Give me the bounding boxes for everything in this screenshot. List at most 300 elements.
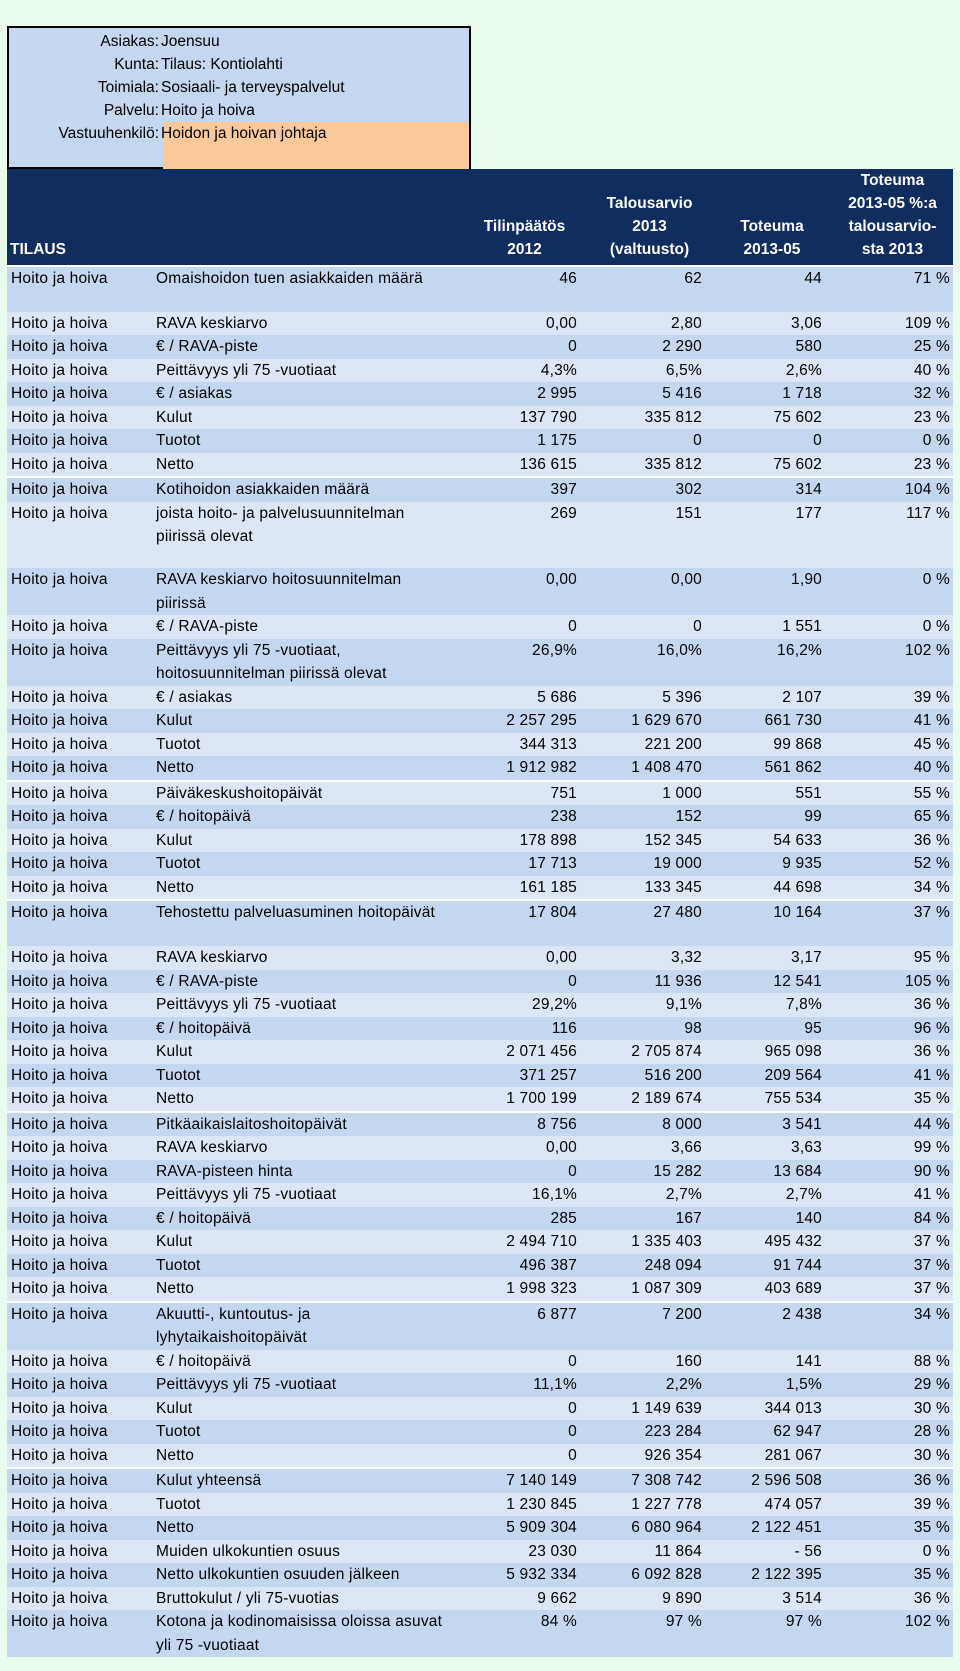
row-value-cell: 1 629 670	[580, 709, 705, 733]
row-value-cell: 0	[455, 970, 580, 994]
row-value-cell: 7 140 149	[455, 1468, 580, 1493]
col-talousarvio-line2: 2013	[632, 218, 667, 235]
info-label: Kunta:	[114, 56, 159, 73]
row-value-cell: 0 %	[825, 568, 953, 615]
row-label-cell: RAVA keskiarvo	[153, 946, 455, 970]
row-value-cell: 54 633	[705, 829, 825, 853]
row-tilaus-cell: Hoito ja hoiva	[7, 477, 153, 502]
info-value: Tilaus: Kontiolahti	[161, 56, 283, 73]
row-value-cell: 151	[580, 502, 705, 569]
row-value-cell: 0	[455, 1160, 580, 1184]
row-value-cell: 102 %	[825, 639, 953, 686]
row-label-cell: Kulut	[153, 829, 455, 853]
table-row	[7, 568, 953, 615]
row-value-cell: 37 %	[825, 1254, 953, 1278]
row-value-cell: 91 744	[705, 1254, 825, 1278]
row-value-cell: 0	[580, 615, 705, 639]
row-value-cell: 751	[455, 781, 580, 806]
row-value-cell: 7 200	[580, 1302, 705, 1350]
row-value-cell: 661 730	[705, 709, 825, 733]
row-value-cell: 160	[580, 1350, 705, 1374]
row-value-cell: 37 %	[825, 1277, 953, 1302]
row-value-cell: 44	[705, 266, 825, 312]
row-tilaus-cell: Hoito ja hoiva	[7, 781, 153, 806]
row-value-cell: 2,2%	[580, 1373, 705, 1397]
row-value-cell: 26,9%	[455, 639, 580, 686]
row-label-cell: Peittävyys yli 75 -vuotiaat	[153, 359, 455, 383]
row-value-cell: 5 932 334	[455, 1563, 580, 1587]
row-value-cell: 65 %	[825, 805, 953, 829]
row-value-cell: 84 %	[825, 1207, 953, 1231]
row-tilaus-cell: Hoito ja hoiva	[7, 406, 153, 430]
row-value-cell: 95	[705, 1017, 825, 1041]
row-label-cell: € / hoitopäivä	[153, 1350, 455, 1374]
table-row	[7, 970, 953, 994]
row-label-cell: Tehostettu palveluasuminen hoitopäivät	[153, 900, 455, 946]
row-label-cell: Kulut	[153, 1040, 455, 1064]
row-label-cell: Bruttokulut / yli 75-vuotias	[153, 1587, 455, 1611]
table-row	[7, 502, 953, 569]
row-value-cell: 16,1%	[455, 1183, 580, 1207]
row-value-cell: 1,90	[705, 568, 825, 615]
row-value-cell: 6 092 828	[580, 1563, 705, 1587]
row-tilaus-cell: Hoito ja hoiva	[7, 1207, 153, 1231]
row-value-cell: 344 313	[455, 733, 580, 757]
table-row	[7, 686, 953, 710]
row-label-cell: € / RAVA-piste	[153, 970, 455, 994]
row-value-cell: 40 %	[825, 359, 953, 383]
row-value-cell: 15 282	[580, 1160, 705, 1184]
row-value-cell: 6 080 964	[580, 1516, 705, 1540]
row-value-cell: 0	[455, 1444, 580, 1469]
row-value-cell: 75 602	[705, 453, 825, 478]
row-label-cell: Kotihoidon asiakkaiden määrä	[153, 477, 455, 502]
row-tilaus-cell: Hoito ja hoiva	[7, 359, 153, 383]
row-label-cell: Kotona ja kodinomaisissa oloissa asuvat yli 75 -vuotiaat	[153, 1610, 455, 1657]
row-value-cell: 2,7%	[705, 1183, 825, 1207]
row-value-cell: 2 107	[705, 686, 825, 710]
row-tilaus-cell: Hoito ja hoiva	[7, 1112, 153, 1137]
row-label-cell: € / RAVA-piste	[153, 335, 455, 359]
row-label-cell: € / hoitopäivä	[153, 805, 455, 829]
row-value-cell: 102 %	[825, 1610, 953, 1657]
row-label-cell: Peittävyys yli 75 -vuotiaat	[153, 1183, 455, 1207]
row-value-cell: 1 227 778	[580, 1493, 705, 1517]
row-value-cell: 2,6%	[705, 359, 825, 383]
row-value-cell: 34 %	[825, 876, 953, 901]
row-tilaus-cell: Hoito ja hoiva	[7, 805, 153, 829]
row-label-cell: Kulut	[153, 406, 455, 430]
row-value-cell: 1 700 199	[455, 1087, 580, 1112]
row-value-cell: 3,06	[705, 312, 825, 336]
row-value-cell: 2 122 395	[705, 1563, 825, 1587]
row-value-cell: 152	[580, 805, 705, 829]
row-value-cell: 2 189 674	[580, 1087, 705, 1112]
table-row	[7, 1087, 953, 1112]
table-row	[7, 1254, 953, 1278]
table-row	[7, 1017, 953, 1041]
table-row	[7, 1136, 953, 1160]
row-value-cell: 17 713	[455, 852, 580, 876]
table-row	[7, 615, 953, 639]
row-label-cell: Netto	[153, 756, 455, 781]
table-row	[7, 1064, 953, 1088]
row-value-cell: 41 %	[825, 1183, 953, 1207]
row-value-cell: 46	[455, 266, 580, 312]
row-value-cell: 1 000	[580, 781, 705, 806]
row-label-cell: Netto ulkokuntien osuuden jälkeen	[153, 1563, 455, 1587]
row-tilaus-cell: Hoito ja hoiva	[7, 709, 153, 733]
row-label-cell: € / asiakas	[153, 382, 455, 406]
row-value-cell: 140	[705, 1207, 825, 1231]
row-value-cell: 965 098	[705, 1040, 825, 1064]
row-tilaus-cell: Hoito ja hoiva	[7, 1563, 153, 1587]
row-label-cell: Peittävyys yli 75 -vuotiaat, hoitosuunnitelman piirissä olevat	[153, 639, 455, 686]
row-value-cell: 30 %	[825, 1444, 953, 1469]
row-tilaus-cell: Hoito ja hoiva	[7, 1468, 153, 1493]
table-row	[7, 1397, 953, 1421]
row-label-cell: Netto	[153, 876, 455, 901]
row-label-cell: Netto	[153, 1087, 455, 1112]
row-value-cell: 1 998 323	[455, 1277, 580, 1302]
row-label-cell: Kulut	[153, 1397, 455, 1421]
row-value-cell: 11 864	[580, 1540, 705, 1564]
row-label-cell: Kulut	[153, 709, 455, 733]
row-value-cell: 0	[455, 1350, 580, 1374]
row-value-cell: 0,00	[580, 568, 705, 615]
row-value-cell: 1,5%	[705, 1373, 825, 1397]
col-talousarvio-line1: Talousarvio	[606, 195, 693, 212]
row-value-cell: 6 877	[455, 1302, 580, 1350]
row-value-cell: 99	[705, 805, 825, 829]
row-value-cell: 36 %	[825, 1040, 953, 1064]
row-tilaus-cell: Hoito ja hoiva	[7, 1160, 153, 1184]
row-label-cell: RAVA keskiarvo hoitosuunnitelman piirissä	[153, 568, 455, 615]
row-value-cell: 5 909 304	[455, 1516, 580, 1540]
row-value-cell: 25 %	[825, 335, 953, 359]
row-value-cell: 335 812	[580, 453, 705, 478]
table-row	[7, 1350, 953, 1374]
row-value-cell: 0	[580, 429, 705, 453]
row-value-cell: 99 868	[705, 733, 825, 757]
table-row	[7, 900, 953, 946]
row-tilaus-cell: Hoito ja hoiva	[7, 1254, 153, 1278]
row-value-cell: 41 %	[825, 1064, 953, 1088]
row-value-cell: 9 890	[580, 1587, 705, 1611]
row-value-cell: 152 345	[580, 829, 705, 853]
row-tilaus-cell: Hoito ja hoiva	[7, 1277, 153, 1302]
info-row	[9, 122, 469, 145]
row-value-cell: 11 936	[580, 970, 705, 994]
row-label-cell: RAVA keskiarvo	[153, 1136, 455, 1160]
table-body	[7, 266, 953, 1657]
row-value-cell: 2,80	[580, 312, 705, 336]
row-tilaus-cell: Hoito ja hoiva	[7, 1017, 153, 1041]
row-value-cell: 99 %	[825, 1136, 953, 1160]
row-value-cell: 1 230 845	[455, 1493, 580, 1517]
row-value-cell: 9 662	[455, 1587, 580, 1611]
row-tilaus-cell: Hoito ja hoiva	[7, 876, 153, 901]
row-value-cell: 4,3%	[455, 359, 580, 383]
row-value-cell: 3 514	[705, 1587, 825, 1611]
row-tilaus-cell: Hoito ja hoiva	[7, 1183, 153, 1207]
row-label-cell: Kulut yhteensä	[153, 1468, 455, 1493]
row-value-cell: 561 862	[705, 756, 825, 781]
row-value-cell: 11,1%	[455, 1373, 580, 1397]
row-value-cell: 1 335 403	[580, 1230, 705, 1254]
row-value-cell: 2 257 295	[455, 709, 580, 733]
row-tilaus-cell: Hoito ja hoiva	[7, 852, 153, 876]
info-row	[9, 53, 469, 76]
row-label-cell: Akuutti-, kuntoutus- ja lyhytaikaishoitopäivät	[153, 1302, 455, 1350]
col-pct-line4: sta 2013	[861, 241, 924, 258]
row-value-cell: 35 %	[825, 1563, 953, 1587]
row-value-cell: 12 541	[705, 970, 825, 994]
row-value-cell: 55 %	[825, 781, 953, 806]
row-value-cell: 13 684	[705, 1160, 825, 1184]
table-row	[7, 993, 953, 1017]
table-row	[7, 1373, 953, 1397]
row-value-cell: 3 541	[705, 1112, 825, 1137]
row-value-cell: 98	[580, 1017, 705, 1041]
table-row	[7, 406, 953, 430]
info-label: Palvelu:	[103, 102, 159, 119]
row-label-cell: Tuotot	[153, 1420, 455, 1444]
row-value-cell: 75 602	[705, 406, 825, 430]
row-value-cell: 0,00	[455, 568, 580, 615]
row-value-cell: 0 %	[825, 615, 953, 639]
row-value-cell: 39 %	[825, 686, 953, 710]
col-tilinpaatos-line2: 2012	[507, 241, 542, 258]
row-value-cell: 344 013	[705, 1397, 825, 1421]
row-tilaus-cell: Hoito ja hoiva	[7, 1064, 153, 1088]
column-header	[7, 169, 953, 265]
table-row	[7, 1277, 953, 1302]
row-label-cell: € / RAVA-piste	[153, 615, 455, 639]
row-value-cell: 161 185	[455, 876, 580, 901]
row-value-cell: 96 %	[825, 1017, 953, 1041]
table-row	[7, 946, 953, 970]
info-label: Toimiala:	[97, 79, 159, 96]
row-value-cell: 35 %	[825, 1087, 953, 1112]
col-tilinpaatos-line1: Tilinpäätös	[483, 218, 566, 235]
col-tilaus: TILAUS	[10, 241, 66, 258]
row-value-cell: 580	[705, 335, 825, 359]
row-value-cell: 109 %	[825, 312, 953, 336]
table-row	[7, 852, 953, 876]
row-value-cell: 29,2%	[455, 993, 580, 1017]
row-tilaus-cell: Hoito ja hoiva	[7, 1610, 153, 1657]
row-value-cell: 133 345	[580, 876, 705, 901]
table-row	[7, 1444, 953, 1469]
data-table	[7, 265, 953, 1657]
row-label-cell: Omaishoidon tuen asiakkaiden määrä	[153, 266, 455, 312]
row-value-cell: 5 396	[580, 686, 705, 710]
row-value-cell: 30 %	[825, 1397, 953, 1421]
row-tilaus-cell: Hoito ja hoiva	[7, 382, 153, 406]
row-label-cell: Kulut	[153, 1230, 455, 1254]
row-label-cell: Tuotot	[153, 1254, 455, 1278]
col-pct-line2: 2013-05 %:a	[848, 195, 937, 212]
info-value: Hoito ja hoiva	[161, 102, 255, 119]
row-tilaus-cell: Hoito ja hoiva	[7, 900, 153, 946]
row-label-cell: Tuotot	[153, 1493, 455, 1517]
table-row	[7, 1468, 953, 1493]
row-label-cell: RAVA-pisteen hinta	[153, 1160, 455, 1184]
row-value-cell: 3,63	[705, 1136, 825, 1160]
row-value-cell: 1 551	[705, 615, 825, 639]
row-value-cell: 2 438	[705, 1302, 825, 1350]
row-value-cell: 0,00	[455, 946, 580, 970]
row-value-cell: 2 494 710	[455, 1230, 580, 1254]
row-value-cell: 516 200	[580, 1064, 705, 1088]
table-row	[7, 1160, 953, 1184]
row-label-cell: Netto	[153, 453, 455, 478]
table-row	[7, 1540, 953, 1564]
row-tilaus-cell: Hoito ja hoiva	[7, 1350, 153, 1374]
row-tilaus-cell: Hoito ja hoiva	[7, 1516, 153, 1540]
table-row	[7, 1230, 953, 1254]
row-value-cell: 209 564	[705, 1064, 825, 1088]
info-header-box	[7, 26, 471, 169]
row-tilaus-cell: Hoito ja hoiva	[7, 1587, 153, 1611]
row-label-cell: € / hoitopäivä	[153, 1017, 455, 1041]
table-row	[7, 477, 953, 502]
table-row	[7, 829, 953, 853]
row-value-cell: 32 %	[825, 382, 953, 406]
row-value-cell: 0,00	[455, 1136, 580, 1160]
row-value-cell: 496 387	[455, 1254, 580, 1278]
row-tilaus-cell: Hoito ja hoiva	[7, 1444, 153, 1469]
row-value-cell: 39 %	[825, 1493, 953, 1517]
info-value: Joensuu	[161, 33, 220, 50]
row-tilaus-cell: Hoito ja hoiva	[7, 686, 153, 710]
info-value: Sosiaali- ja terveyspalvelut	[161, 79, 345, 96]
table-row	[7, 876, 953, 901]
row-value-cell: 10 164	[705, 900, 825, 946]
row-value-cell: 5 416	[580, 382, 705, 406]
row-value-cell: 34 %	[825, 1302, 953, 1350]
row-value-cell: 97 %	[580, 1610, 705, 1657]
row-tilaus-cell: Hoito ja hoiva	[7, 1540, 153, 1564]
table-row	[7, 756, 953, 781]
row-value-cell: 495 432	[705, 1230, 825, 1254]
row-tilaus-cell: Hoito ja hoiva	[7, 1493, 153, 1517]
row-tilaus-cell: Hoito ja hoiva	[7, 568, 153, 615]
row-label-cell: Netto	[153, 1516, 455, 1540]
table-row	[7, 1302, 953, 1350]
row-label-cell: Tuotot	[153, 733, 455, 757]
row-value-cell: 36 %	[825, 993, 953, 1017]
row-tilaus-cell: Hoito ja hoiva	[7, 1420, 153, 1444]
row-tilaus-cell: Hoito ja hoiva	[7, 829, 153, 853]
row-label-cell: Netto	[153, 1277, 455, 1302]
row-tilaus-cell: Hoito ja hoiva	[7, 335, 153, 359]
row-value-cell: 117 %	[825, 502, 953, 569]
row-value-cell: 9,1%	[580, 993, 705, 1017]
row-value-cell: 403 689	[705, 1277, 825, 1302]
row-value-cell: 2 705 874	[580, 1040, 705, 1064]
row-value-cell: 178 898	[455, 829, 580, 853]
row-value-cell: 23 030	[455, 1540, 580, 1564]
row-value-cell: 23 %	[825, 453, 953, 478]
col-toteuma-line2: 2013-05	[743, 241, 801, 258]
info-label: Asiakas:	[100, 33, 159, 50]
row-tilaus-cell: Hoito ja hoiva	[7, 1136, 153, 1160]
row-value-cell: 116	[455, 1017, 580, 1041]
info-row	[9, 76, 469, 99]
row-value-cell: 19 000	[580, 852, 705, 876]
row-value-cell: 2 995	[455, 382, 580, 406]
row-value-cell: 167	[580, 1207, 705, 1231]
row-label-cell: Tuotot	[153, 1064, 455, 1088]
row-label-cell: Pitkäaikaislaitoshoitopäivät	[153, 1112, 455, 1137]
row-value-cell: 9 935	[705, 852, 825, 876]
row-value-cell: 6,5%	[580, 359, 705, 383]
row-value-cell: 0	[455, 615, 580, 639]
row-value-cell: 551	[705, 781, 825, 806]
row-value-cell: 2,7%	[580, 1183, 705, 1207]
row-value-cell: 36 %	[825, 829, 953, 853]
row-value-cell: 16,2%	[705, 639, 825, 686]
row-value-cell: 1 087 309	[580, 1277, 705, 1302]
row-tilaus-cell: Hoito ja hoiva	[7, 429, 153, 453]
row-value-cell: 105 %	[825, 970, 953, 994]
row-tilaus-cell: Hoito ja hoiva	[7, 993, 153, 1017]
table-row	[7, 335, 953, 359]
row-value-cell: 104 %	[825, 477, 953, 502]
row-value-cell: 0	[455, 1397, 580, 1421]
row-value-cell: 1 408 470	[580, 756, 705, 781]
info-row	[9, 30, 469, 53]
row-value-cell: 95 %	[825, 946, 953, 970]
row-value-cell: 88 %	[825, 1350, 953, 1374]
row-value-cell: 8 756	[455, 1112, 580, 1137]
table-row	[7, 1420, 953, 1444]
row-label-cell: Muiden ulkokuntien osuus	[153, 1540, 455, 1564]
row-tilaus-cell: Hoito ja hoiva	[7, 756, 153, 781]
row-value-cell: 2 122 451	[705, 1516, 825, 1540]
row-tilaus-cell: Hoito ja hoiva	[7, 1373, 153, 1397]
row-value-cell: 41 %	[825, 709, 953, 733]
row-tilaus-cell: Hoito ja hoiva	[7, 502, 153, 569]
row-value-cell: 1 149 639	[580, 1397, 705, 1421]
row-value-cell: 16,0%	[580, 639, 705, 686]
row-value-cell: 35 %	[825, 1516, 953, 1540]
row-label-cell: joista hoito- ja palvelusuunnitelman piirissä olevat	[153, 502, 455, 569]
row-label-cell: Tuotot	[153, 852, 455, 876]
row-value-cell: 474 057	[705, 1493, 825, 1517]
row-value-cell: 314	[705, 477, 825, 502]
row-value-cell: 37 %	[825, 1230, 953, 1254]
row-tilaus-cell: Hoito ja hoiva	[7, 639, 153, 686]
row-value-cell: 29 %	[825, 1373, 953, 1397]
row-label-cell: RAVA keskiarvo	[153, 312, 455, 336]
table-row	[7, 781, 953, 806]
row-value-cell: 7 308 742	[580, 1468, 705, 1493]
row-tilaus-cell: Hoito ja hoiva	[7, 946, 153, 970]
row-value-cell: 5 686	[455, 686, 580, 710]
row-value-cell: 302	[580, 477, 705, 502]
row-label-cell: Peittävyys yli 75 -vuotiaat	[153, 993, 455, 1017]
row-value-cell: 0 %	[825, 429, 953, 453]
row-label-cell: € / asiakas	[153, 686, 455, 710]
row-value-cell: 335 812	[580, 406, 705, 430]
row-tilaus-cell: Hoito ja hoiva	[7, 1397, 153, 1421]
row-tilaus-cell: Hoito ja hoiva	[7, 970, 153, 994]
row-value-cell: 285	[455, 1207, 580, 1231]
table-row	[7, 1183, 953, 1207]
